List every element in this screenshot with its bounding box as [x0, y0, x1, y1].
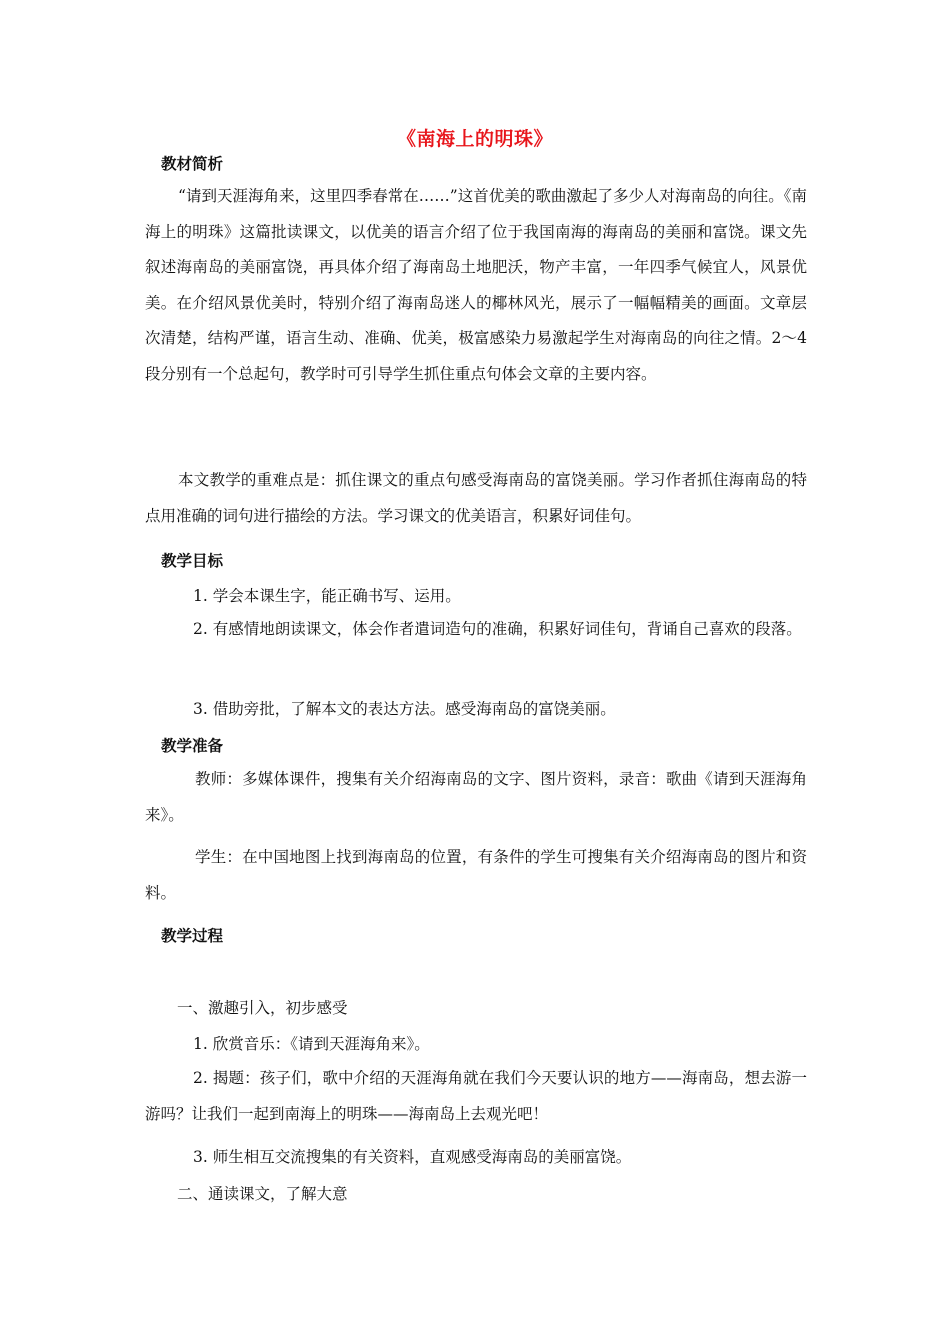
- intro-paragraph-2: 本文教学的重难点是：抓住课文的重点句感受海南岛的富饶美丽。学习作者抓住海南岛的特点用准确的词句进行描绘的方法。学习课文的优美语言，积累好词佳句。: [145, 471, 807, 525]
- section-heading-teaching-goals: 教学目标: [161, 552, 224, 570]
- process-step-1-item-1: 1. 欣赏音乐：《请到天涯海角来》。: [193, 1035, 430, 1053]
- goal-item-1: 1. 学会本课生字，能正确书写、运用。: [193, 587, 461, 605]
- process-step-1-item-3: 3. 师生相互交流搜集的有关资料，直观感受海南岛的美丽富饶。: [193, 1148, 632, 1166]
- intro-paragraph-1: “请到天涯海角来，这里四季春常在……”这首优美的歌曲激起了多少人对海南岛的向往。《南海上的明珠》这篇批读课文，以优美的语言介绍了位于我国南海的海南岛的美丽和富饶。课文先叙述海南岛的美丽富饶，再具体介绍了海南岛土地肥沃，物产丰富，一年四季气候宜人，风景优美。在介绍风景优美时，特别介绍了海南岛迷人的椰林风光，展示了一幅幅精美的画面。文章层次清楚，结构严谨，语言生动、准确、优美，极富感染力易激起学生对海南岛的向往之情。2～4段分别有一个总起句，教学时可引导学生抓住重点句体会文章的主要内容。: [145, 187, 807, 383]
- section-heading-teaching-prep: 教学准备: [161, 737, 224, 755]
- goal-item-2: 2. 有感情地朗读课文，体会作者遣词造句的准确，积累好词佳句，背诵自己喜欢的段落。: [193, 620, 802, 638]
- process-step-2-title: 二、通读课文，了解大意: [177, 1185, 348, 1203]
- process-step-1-title: 一、激趣引入，初步感受: [177, 999, 348, 1017]
- prep-teacher-paragraph: 教师：多媒体课件，搜集有关介绍海南岛的文字、图片资料，录音：歌曲《请到天涯海角来》。: [145, 770, 807, 824]
- goal-item-3: 3. 借助旁批，了解本文的表达方法。感受海南岛的富饶美丽。: [193, 700, 616, 718]
- document-title: 《南海上的明珠》: [396, 128, 553, 150]
- section-heading-teaching-process: 教学过程: [161, 927, 224, 945]
- prep-student-paragraph: 学生：在中国地图上找到海南岛的位置，有条件的学生可搜集有关介绍海南岛的图片和资料。: [145, 848, 807, 902]
- process-step-1-item-2: 2. 揭题：孩子们，歌中介绍的天涯海角就在我们今天要认识的地方——海南岛，想去游一游吗？让我们一起到南海上的明珠——海南岛上去观光吧！: [145, 1069, 807, 1123]
- section-heading-textbook-analysis: 教材简析: [161, 155, 224, 173]
